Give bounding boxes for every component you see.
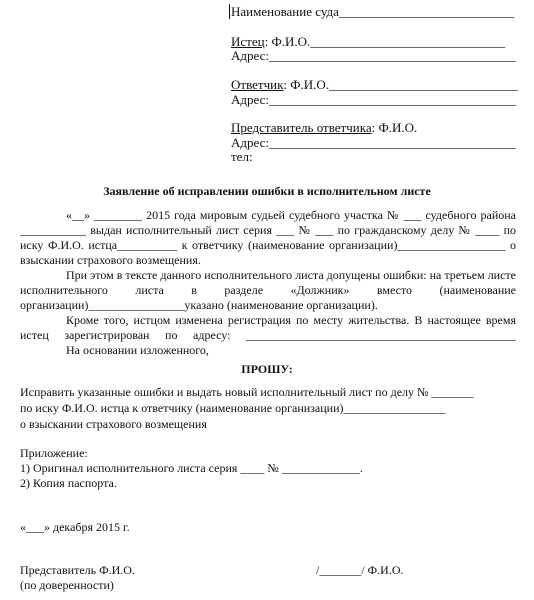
plaintiff-line: [231, 34, 505, 49]
request-line-2: по иску Ф.И.О. истца к ответчику (наименование организации)_________________: [20, 401, 446, 415]
document-date: «___» декабря 2015 г.: [20, 520, 130, 534]
signature-basis: (по доверенности): [20, 578, 114, 592]
representative-line: [231, 120, 417, 135]
paragraph-address-change: Кроме того, истцом изменена регистрация по месту жительства. В настоящее время истец зарегистрирован по адресу: _____________________________________________: [20, 313, 516, 342]
representative-phone: тел:: [231, 149, 253, 164]
paragraph-errors: При этом в тексте данного исполнительного листа допущены ошибки: на третьем листе исполнительного листа в разделе «Должник» вместо (наименование организации)________________указано (наименование организации).: [20, 268, 516, 312]
document-title: Заявление об исправлении ошибки в исполнительном листе: [103, 184, 431, 198]
defendant-name: : Ф.И.О._____________________________: [283, 77, 518, 92]
plaintiff-address: Адрес:______________________________________: [231, 48, 516, 63]
representative-label: Представитель ответчика: [231, 120, 372, 135]
attachment-item-1: 1) Оригинал исполнительного листа серия ____ № _____________.: [20, 461, 363, 475]
paragraph-issuance: «__» ________ 2015 года мировым судьей судебного участка № ___ судебного района ___________ выдан исполнительный лист серия ___ № ___ по гражданскому делу № ____ по иску Ф.И.О. истца__________ к ответчику (наименование организации)__________________ о взыскании страхового возмещения.: [20, 208, 516, 267]
court-name-line: Наименование суда___________________________: [231, 4, 515, 19]
defendant-label: Ответчик: [231, 77, 284, 92]
request-line-3: о взыскании страхового возмещения: [20, 417, 207, 431]
attachment-item-2: 2) Копия паспорта.: [20, 476, 117, 490]
signature-line: /_______/ Ф.И.О.: [316, 563, 404, 577]
defendant-line: [231, 77, 518, 92]
request-heading: ПРОШУ:: [241, 362, 293, 376]
plaintiff-name: : Ф.И.О.______________________________: [264, 34, 506, 49]
attachments-heading: Приложение:: [20, 446, 88, 460]
representative-name: : Ф.И.О.: [371, 120, 418, 135]
representative-address: Адрес:______________________________________: [231, 135, 516, 150]
signature-name: Представитель Ф.И.О.: [20, 563, 135, 577]
defendant-address: Адрес:______________________________________: [231, 92, 516, 107]
text-cursor: [229, 4, 230, 19]
document-body: [20, 208, 516, 358]
request-line-1: Исправить указанные ошибки и выдать новый исполнительный лист по делу № _______: [20, 385, 474, 399]
plaintiff-label: Истец: [231, 34, 265, 49]
paragraph-grounds: На основании изложенного,: [66, 343, 209, 357]
